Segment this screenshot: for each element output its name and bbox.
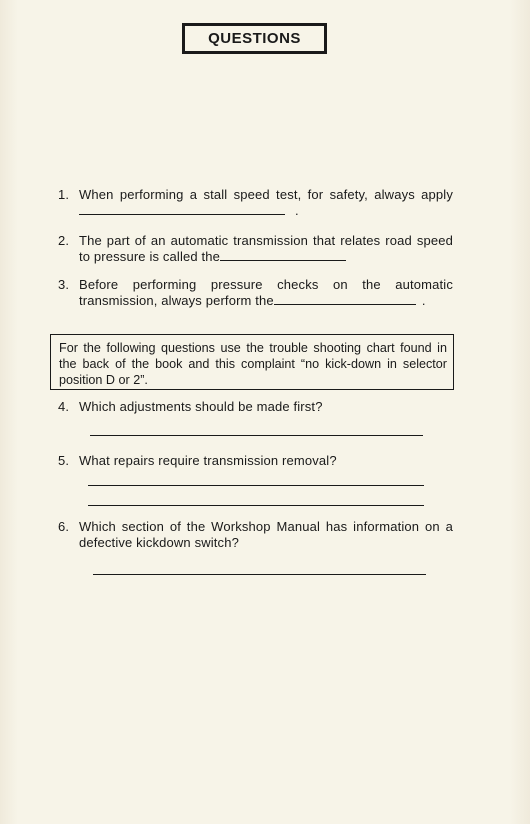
- question-3: [58, 277, 453, 309]
- page-title: QUESTIONS: [208, 30, 301, 47]
- question-6-number: 6.: [58, 519, 70, 534]
- instruction-text: For the following questions use the trouble shooting chart found in the back of the book and this complaint “no kick-down in selector position D or 2”.: [59, 341, 447, 387]
- question-5-text: What repairs require transmission removal?: [79, 453, 337, 468]
- question-1-answer-blank[interactable]: [79, 203, 285, 215]
- question-2-number: 2.: [58, 233, 70, 248]
- question-2: [58, 233, 453, 265]
- question-4: [58, 399, 453, 415]
- question-6-answer-line[interactable]: [93, 574, 426, 575]
- question-6-text: Which section of the Workshop Manual has information on a defective kickdown switch?: [79, 519, 453, 550]
- question-2-text: The part of an automatic transmission that relates road speed to pressure is called the: [79, 233, 453, 264]
- question-1-end: .: [295, 203, 299, 218]
- question-5: [58, 453, 453, 469]
- question-3-answer-blank[interactable]: [274, 293, 416, 305]
- title-box: [182, 23, 327, 54]
- question-3-text: Before performing pressure checks on the automatic transmission, always perform the: [79, 277, 453, 308]
- question-5-answer-line-2[interactable]: [88, 505, 424, 506]
- question-2-answer-blank[interactable]: [220, 249, 346, 261]
- question-1-number: 1.: [58, 187, 70, 202]
- instruction-box: [50, 334, 454, 390]
- question-5-number: 5.: [58, 453, 70, 468]
- question-1: [58, 187, 453, 219]
- question-6: [58, 519, 453, 551]
- question-3-end: .: [421, 293, 426, 308]
- question-1-text: When performing a stall speed test, for safety, always apply: [79, 187, 453, 202]
- question-4-text: Which adjustments should be made first?: [79, 399, 323, 414]
- question-5-answer-line-1[interactable]: [88, 485, 424, 486]
- question-3-number: 3.: [58, 277, 70, 292]
- question-4-answer-line[interactable]: [90, 435, 423, 436]
- question-4-number: 4.: [58, 399, 70, 414]
